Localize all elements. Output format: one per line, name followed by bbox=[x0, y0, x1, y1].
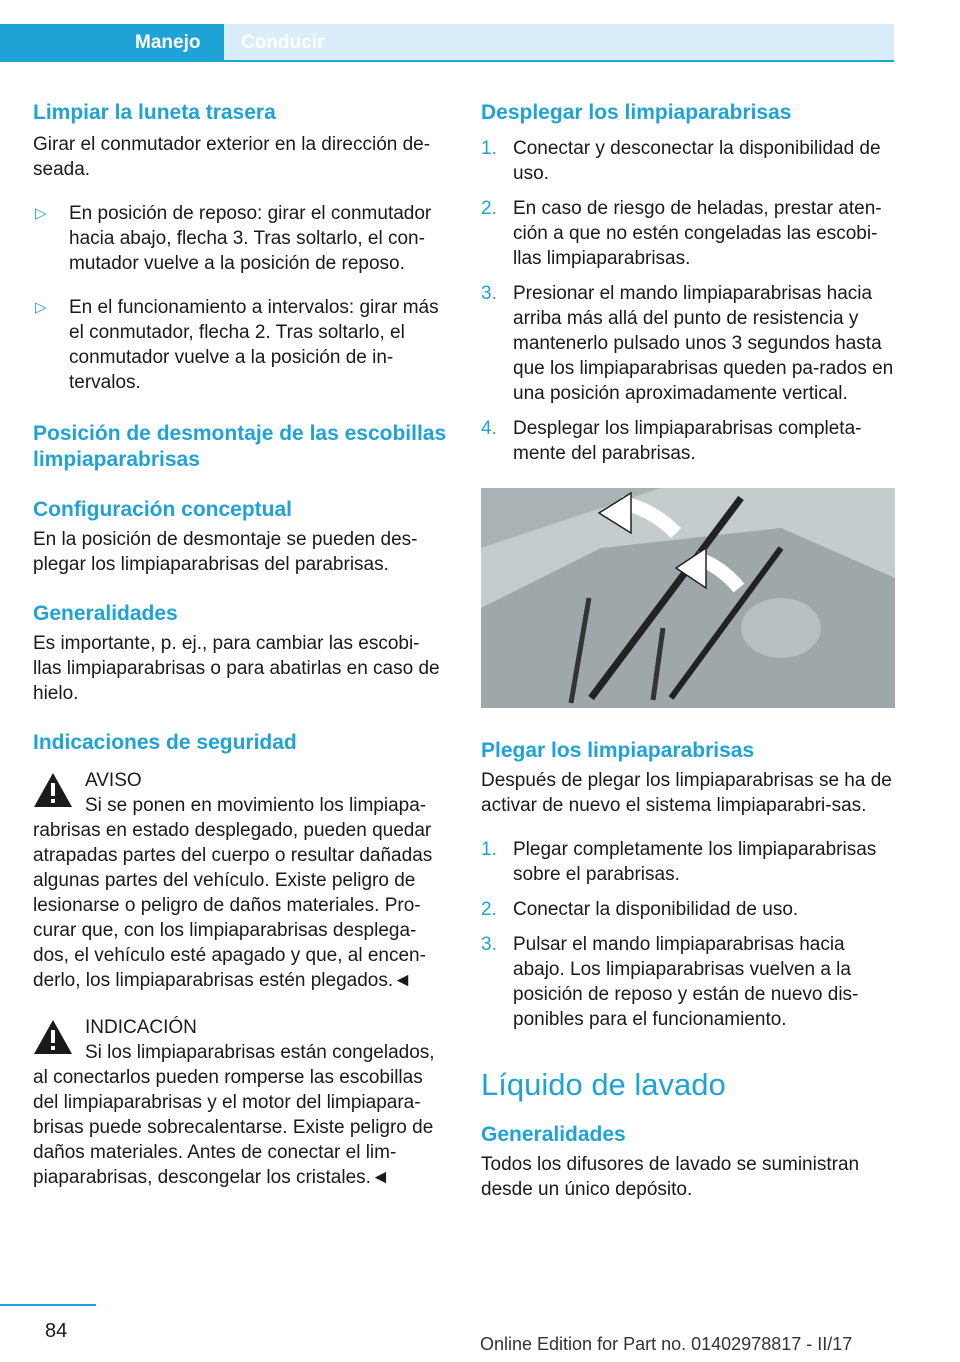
paragraph-general: Es importante, p. ej., para cambiar las escobi-llas limpiaparabrisas o para abatirlas en caso de hielo. bbox=[33, 633, 440, 704]
notice-title: INDICACIÓN bbox=[85, 1017, 197, 1038]
page-number: 84 bbox=[45, 1320, 68, 1342]
notice-box bbox=[33, 1015, 447, 1040]
heading-unfold: Desplegar los limpiaparabrisas bbox=[481, 101, 792, 124]
page-header bbox=[0, 0, 960, 62]
subsection-tab: Conducir bbox=[224, 24, 894, 62]
wiper-photo bbox=[481, 488, 895, 708]
paragraph-fold: Después de plegar los limpiaparabrisas se ha de activar de nuevo el sistema limpiaparabri-sas. bbox=[481, 770, 892, 816]
heading-safety: Indicaciones de seguridad bbox=[33, 731, 297, 754]
list-item: 2. Conectar la disponibilidad de uso. bbox=[481, 899, 799, 920]
notice-text: Si los limpiaparabrisas están congelados, al conectarlos pueden romperse las escobillas del limpiaparabrisas y el motor del limpiapara-brisas puede sobrecalentarse. Existe peligro de daños materiales. Antes de conectar el lim-piaparabrisas, descongelar los cristales.◄ bbox=[33, 1042, 435, 1188]
warning-box bbox=[33, 768, 447, 793]
heading-rear-window: Limpiar la luneta trasera bbox=[33, 101, 276, 124]
heading-fold: Plegar los limpiaparabrisas bbox=[481, 739, 755, 762]
heading-washer-fluid: Líquido de lavado bbox=[481, 1067, 726, 1102]
paragraph-concept: En la posición de desmontaje se pueden des-plegar los limpiaparabrisas del parabrisas. bbox=[33, 529, 418, 575]
paragraph-rear-window: Girar el conmutador exterior en la dirección de-seada. bbox=[33, 134, 431, 180]
heading-general: Generalidades bbox=[33, 602, 178, 625]
warning-icon bbox=[33, 772, 73, 808]
heading-blade-position: Posición de desmontaje de las escobillas limpiaparabrisas bbox=[33, 422, 447, 471]
list-item: 1. Plegar completamente los limpiaparabrisas sobre el parabrisas. bbox=[481, 839, 877, 885]
right-column bbox=[481, 100, 895, 1202]
heading-general-2: Generalidades bbox=[481, 1123, 626, 1146]
list-item: 4. Desplegar los limpiaparabrisas completa-mente del parabrisas. bbox=[481, 418, 862, 464]
list-item: 2. En caso de riesgo de heladas, prestar aten-ción a que no estén congeladas las escobi-llas limpiaparabrisas. bbox=[481, 198, 882, 269]
warning-icon bbox=[33, 1019, 73, 1055]
header-rule bbox=[0, 60, 894, 62]
paragraph-general-2: Todos los difusores de lavado se suministran desde un único depósito. bbox=[481, 1154, 860, 1200]
list-item: 3. Presionar el mando limpiaparabrisas hacia arriba más allá del punto de resistencia y mantenerlo pulsado unos 3 segundos hasta que los limpiaparabrisas queden pa-rados en una posición aproximadamente vertical. bbox=[481, 283, 894, 404]
list-item: 1. Conectar y desconectar la disponibilidad de uso. bbox=[481, 138, 881, 184]
bullet-triangle-icon: ▷ bbox=[35, 205, 47, 222]
warning-text: Si se ponen en movimiento los limpiapa-rabrisas en estado desplegado, pueden quedar atrapadas partes del cuerpo o resultar dañadas algunas partes del vehículo. Existe peligro de lesionarse o peligro de daños materiales. Pro-curar que, con los limpiaparabrisas desplega-dos, el vehículo esté apagado y que, al encen-derlo, los limpiaparabrisas estén plegados.◄ bbox=[33, 795, 433, 991]
section-tab: Manejo bbox=[0, 24, 224, 62]
left-column bbox=[33, 100, 447, 1190]
heading-concept: Configuración conceptual bbox=[33, 498, 293, 521]
edition-note: Online Edition for Part no. 01402978817 - II/17 bbox=[480, 1334, 853, 1354]
list-item: ▷ En posición de reposo: girar el conmutador hacia abajo, flecha 3. Tras soltarlo, el con-mutador vuelve a la posición de reposo. bbox=[35, 203, 432, 274]
list-item: 3. Pulsar el mando limpiaparabrisas hacia abajo. Los limpiaparabrisas vuelven a la posición de reposo y están de nuevo dis-ponibles para el funcionamiento. bbox=[481, 934, 859, 1030]
footer-rule bbox=[0, 1304, 96, 1306]
bullet-triangle-icon: ▷ bbox=[35, 299, 47, 316]
warning-title: AVISO bbox=[85, 770, 142, 791]
list-item: ▷ En el funcionamiento a intervalos: girar más el conmutador, flecha 2. Tras soltarlo, el conmutador vuelve a la posición de in-tervalos. bbox=[35, 297, 439, 393]
